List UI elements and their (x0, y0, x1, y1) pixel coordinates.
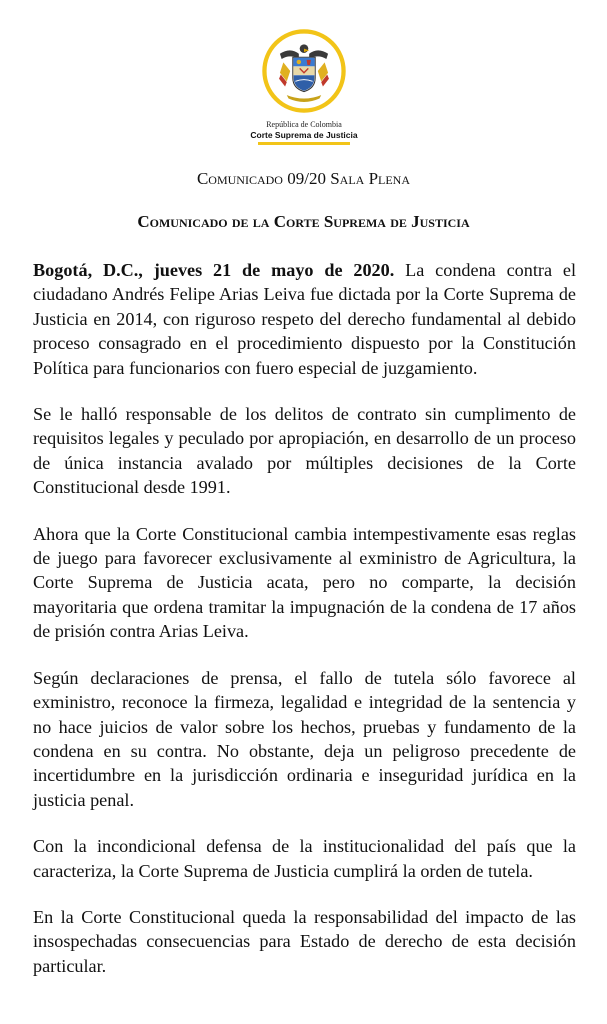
paragraph-1 (33, 258, 576, 380)
logo-court-label: Corte Suprema de Justicia (250, 130, 358, 140)
coat-of-arms-icon (261, 28, 347, 114)
paragraph-5: Con la incondicional defensa de la institucionalidad del país que la caracteriza, la Corte Suprema de Justicia cumplirá la orden de tutela. (33, 836, 576, 881)
communique-number-heading: Comunicado 09/20 Sala Plena (196, 169, 411, 188)
communique-body (33, 258, 576, 1000)
dateline: Bogotá, D.C., jueves 21 de mayo de 2020. (33, 260, 395, 280)
paragraph-1-text: La condena contra el ciudadano Andrés Felipe Arias Leiva fue dictada por la Corte Suprema de Justicia en 2014, con riguroso respeto del derecho fundamental al debido proceso consagrado en el procedimiento dispuesto por la Constitución Política para funcionarios con fuero especial de juzgamiento. (33, 260, 576, 378)
court-logo (248, 28, 360, 145)
logo-underline (258, 142, 350, 145)
logo-republic-label: República de Colombia (266, 120, 342, 129)
paragraph-2: Se le halló responsable de los delitos de contrato sin cumplimento de requisitos legales y peculado por apropiación, en desarrollo de un proceso de única instancia avalado por múltiples decisiones de la Corte Constitucional desde 1991. (33, 404, 576, 498)
paragraph-4: Según declaraciones de prensa, el fallo de tutela sólo favorece al exministro, reconoce la firmeza, legalidad e integridad de la sentencia y no hace juicios de valor sobre los hechos, pruebas y fundamento de la condena en su contra. No obstante, deja un peligroso precedente de incertidumbre en la jurisdicción ordinaria e inseguridad jurídica en la justicia penal. (33, 667, 576, 810)
paragraph-6: En la Corte Constitucional queda la responsabilidad del impacto de las insospechadas consecuencias para Estado de derecho de esta decisión particular. (33, 906, 576, 976)
communique-title-heading: Comunicado de la Corte Suprema de Justicia (137, 212, 470, 231)
paragraph-3: Ahora que la Corte Constitucional cambia intempestivamente esas reglas de juego para favorecer exclusivamente al exministro de Agricultura, la Corte Suprema de Justicia acata, pero no comparte, la decisión mayoritaria que ordena tramitar la impugnación de la condena de 17 años de prisión contra Arias Leiva. (33, 523, 576, 642)
